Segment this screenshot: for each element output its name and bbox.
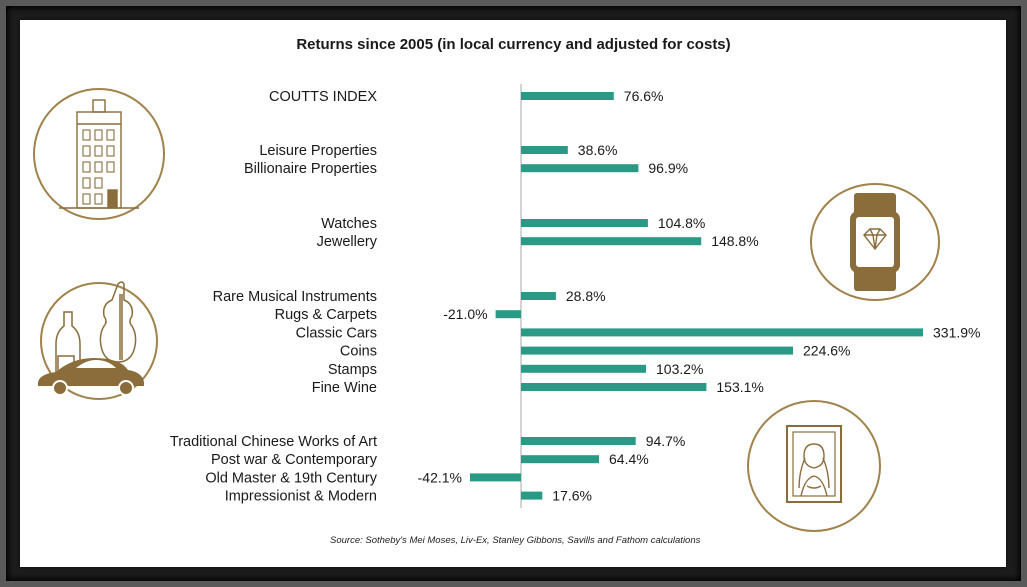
category-label: Classic Cars: [295, 325, 377, 342]
category-label: Old Master & 19th Century: [205, 470, 377, 487]
value-label: 94.7%: [645, 433, 686, 449]
bar: [470, 473, 521, 481]
category-label: Impressionist & Modern: [224, 488, 377, 505]
value-label: -42.1%: [417, 469, 462, 486]
category-label: Stamps: [327, 361, 377, 378]
category-label: Leisure Properties: [259, 143, 377, 159]
category-label: Billionaire Properties: [244, 161, 377, 178]
value-label: 331.9%: [933, 324, 981, 341]
value-label: 148.8%: [711, 233, 759, 250]
bar: [521, 437, 636, 445]
category-label: Watches: [321, 216, 377, 232]
category-label: Traditional Chinese Works of Art: [169, 434, 377, 450]
value-label: 153.1%: [716, 379, 764, 395]
category-label: Coins: [339, 343, 377, 360]
bar: [521, 383, 706, 391]
value-label: 103.2%: [656, 360, 704, 377]
bar: [521, 492, 542, 500]
bar: [521, 164, 638, 172]
value-label: 38.6%: [577, 142, 618, 158]
value-label: 17.6%: [552, 487, 593, 504]
chart-title: Returns since 2005 (in local currency and adjusted for costs): [296, 36, 731, 53]
value-label: 96.9%: [648, 160, 689, 177]
category-label: Post war & Contemporary: [210, 452, 377, 469]
value-label: 28.8%: [565, 288, 606, 304]
category-label: Rare Musical Instruments: [212, 289, 377, 305]
category-label: Fine Wine: [311, 380, 377, 396]
value-label: 224.6%: [803, 342, 851, 359]
bar: [521, 292, 556, 300]
bar: [521, 455, 599, 463]
value-label: 104.8%: [657, 215, 706, 231]
bar: [496, 310, 521, 318]
value-label: 64.4%: [609, 451, 649, 468]
bar: [521, 146, 568, 154]
category-label: Rugs & Carpets: [274, 307, 377, 324]
value-label: 76.6%: [623, 88, 664, 104]
bar: [521, 365, 646, 373]
bar: [521, 347, 793, 355]
category-label: Jewellery: [316, 234, 377, 251]
value-label: -21.0%: [443, 306, 488, 323]
bar: [521, 237, 701, 245]
source-note: Source: Sotheby's Mei Moses, Liv-Ex, Stanley Gibbons, Savills and Fathom calculations: [330, 535, 701, 546]
category-label: COUTTS INDEX: [269, 89, 377, 105]
bar: [521, 328, 923, 336]
bar: [521, 92, 614, 100]
bar: [521, 219, 648, 227]
